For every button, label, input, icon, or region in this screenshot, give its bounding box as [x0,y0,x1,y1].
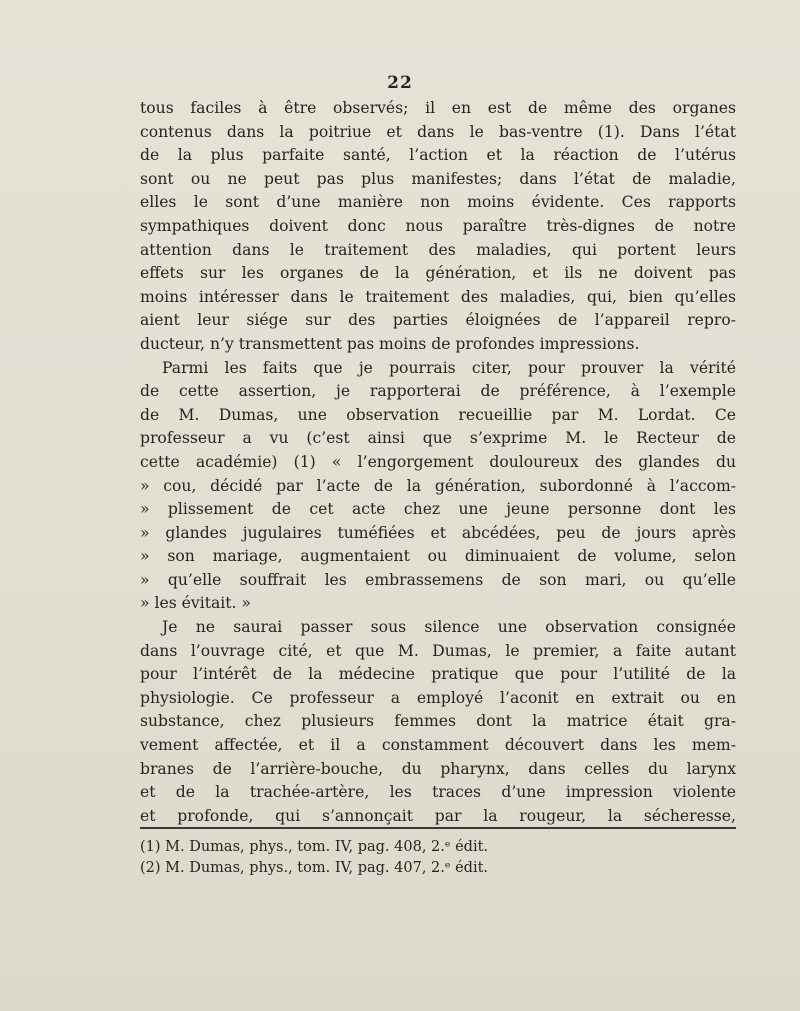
text-line: Je ne saurai passer sous silence une observation consignée [162,618,736,637]
text-line: et de la trachée-artère, les traces d’une impression violente [140,783,736,802]
footnotes [140,837,736,879]
text-line: sympathiques doivent donc nous paraître très-dignes de notre [140,216,736,235]
page-number: 22 [387,73,413,93]
footnote: (1) M. Dumas, phys., tom. IV, pag. 408, 2.ᵉ édit. [140,839,489,855]
text-line: sont ou ne peut pas plus manifestes; dans l’état de maladie, [140,169,736,188]
text-line: de M. Dumas, une observation recueillie par M. Lordat. Ce [140,405,736,424]
text-line: » plissement de cet acte chez une jeune personne dont les [140,500,736,519]
text-line: elles le sont d’une manière non moins évidente. Ces rapports [140,193,736,212]
text-line: de cette assertion, je rapporterai de préférence, à l’exemple [140,382,736,401]
text-line: tous faciles à être observés; il en est de même des organes [140,99,736,117]
text-line: attention dans le traitement des maladies, qui portent leurs [140,240,736,259]
text-line: » les évitait. » [140,594,251,613]
text-line: dans l’ouvrage cité, et que M. Dumas, le premier, a faite autant [140,641,736,660]
text-line: pour l’intérêt de la médecine pratique que pour l’utilité de la [140,665,736,684]
text-line: cette académie) (1) « l’engorgement douloureux des glandes du [140,452,736,471]
text-line: » cou, décidé par l’acte de la génération, subordonné à l’accom- [140,476,736,495]
text-line: effets sur les organes de la génération, et ils ne doivent pas [140,264,736,283]
text-line: branes de l’arrière-bouche, du pharynx, dans celles du larynx [140,759,736,778]
text-line: physiologie. Ce professeur a employé l’aconit en extrait ou en [140,688,736,707]
text-line: professeur a vu (c’est ainsi que s’exprime M. le Recteur de [140,429,736,448]
body-text [140,97,736,828]
text-line: de la plus parfaite santé, l’action et la réaction de l’utérus [140,146,736,165]
text-line: moins intéresser dans le traitement des maladies, qui, bien qu’elles [140,287,736,306]
text-line: » glandes jugulaires tuméfiées et abcédées, peu de jours après [140,523,736,542]
text-line: » son mariage, augmentaient ou diminuaient de volume, selon [140,547,736,566]
text-line: contenus dans la poitriue et dans le bas-ventre (1). Dans l’état [140,122,736,141]
footnote-divider [140,827,736,829]
text-line: vement affectée, et il a constamment découvert dans les mem- [140,736,736,755]
text-line: ducteur, n’y transmettent pas moins de profondes impressions. [140,334,640,353]
text-line: aient leur siége sur des parties éloignées de l’appareil repro- [140,311,736,330]
text-line: substance, chez plusieurs femmes dont la matrice était gra- [140,712,736,731]
text-line: » qu’elle souffrait les embrassemens de son mari, ou qu’elle [140,570,736,589]
text-line: et profonde, qui s’annonçait par la rougeur, la sécheresse, [140,806,736,825]
text-line: Parmi les faits que je pourrais citer, pour prouver la vérité [162,358,736,377]
footnote: (2) M. Dumas, phys., tom. IV, pag. 407, 2.ᵉ édit. [140,860,489,876]
